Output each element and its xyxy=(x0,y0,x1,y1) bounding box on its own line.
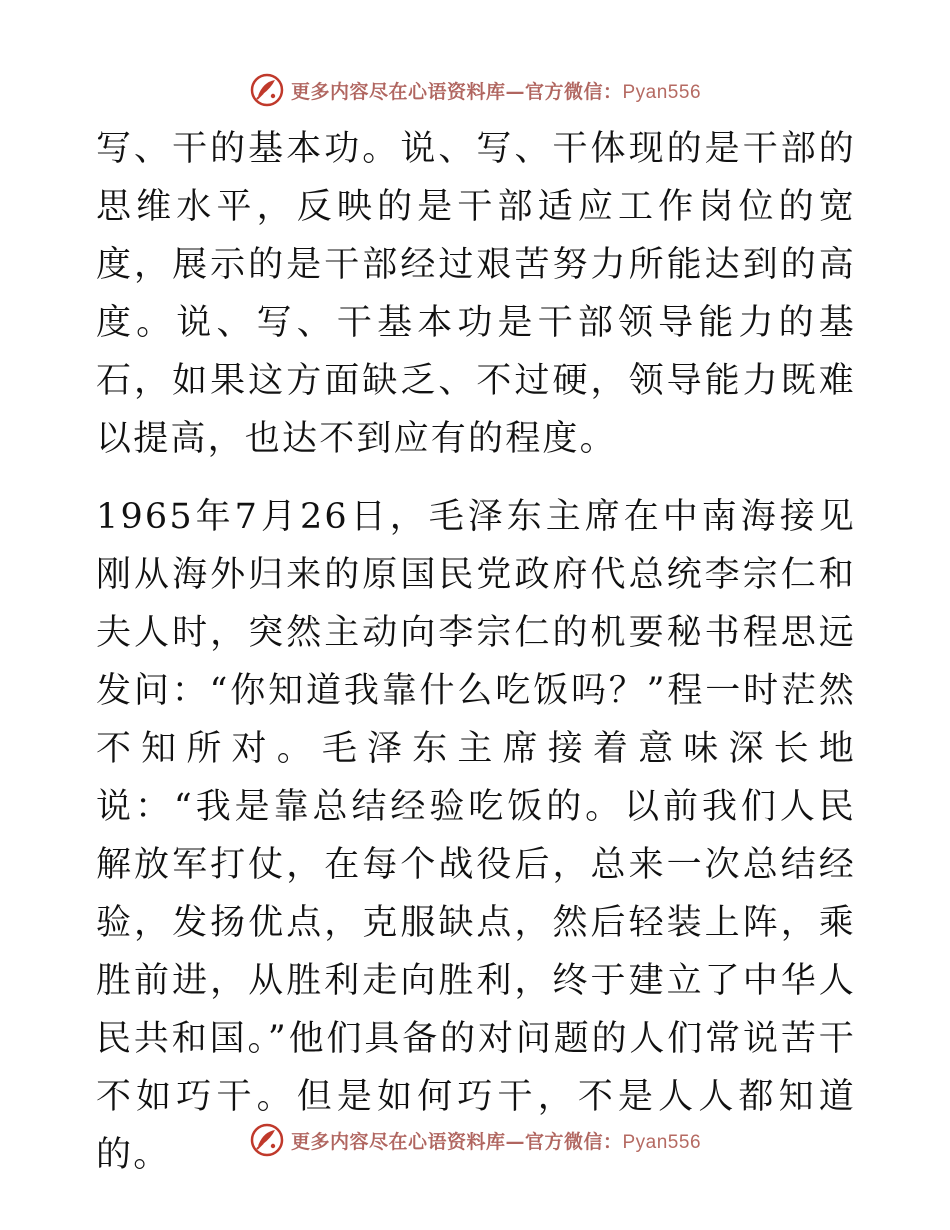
pen-logo-icon xyxy=(249,1122,285,1158)
footer-wechat-id: Pyan556 xyxy=(622,1131,702,1153)
header-banner xyxy=(0,70,950,110)
header-banner-text: 更多内容尽在心语资料库—官方微信：Pyan556 xyxy=(290,80,702,103)
document-body xyxy=(96,120,856,1184)
header-wechat-id: Pyan556 xyxy=(622,81,702,103)
footer-banner-text: 更多内容尽在心语资料库—官方微信：Pyan556 xyxy=(290,1130,702,1153)
paragraph-2: 1965年7月26日，毛泽东主席在中南海接见刚从海外归来的原国民党政府代总统李宗仁和夫人时，突然主动向李宗仁的机要秘书程思远发问：“你知道我靠什么吃饭吗？”程一时茫然不知所对。毛泽东主席接着意味深长地说：“我是靠总结经验吃饭的。以前我们人民解放军打仗，在每个战役后，总来一次总结经验，发扬优点，克服缺点，然后轻装上阵，乘胜前进，从胜利走向胜利，终于建立了中华人民共和国。”他们具备的对问题的人们常说苦干不如巧干。但是如何巧干，不是人人都知道的。 xyxy=(96,497,856,1175)
footer-banner xyxy=(0,1120,950,1160)
pen-logo-icon xyxy=(249,72,285,108)
paragraph-1: 写、干的基本功。说、写、干体现的是干部的思维水平，反映的是干部适应工作岗位的宽度，展示的是干部经过艰苦努力所能达到的高度。说、写、干基本功是干部领导能力的基石，如果这方面缺乏、不过硬，领导能力既难以提高，也达不到应有的程度。 xyxy=(96,129,856,459)
